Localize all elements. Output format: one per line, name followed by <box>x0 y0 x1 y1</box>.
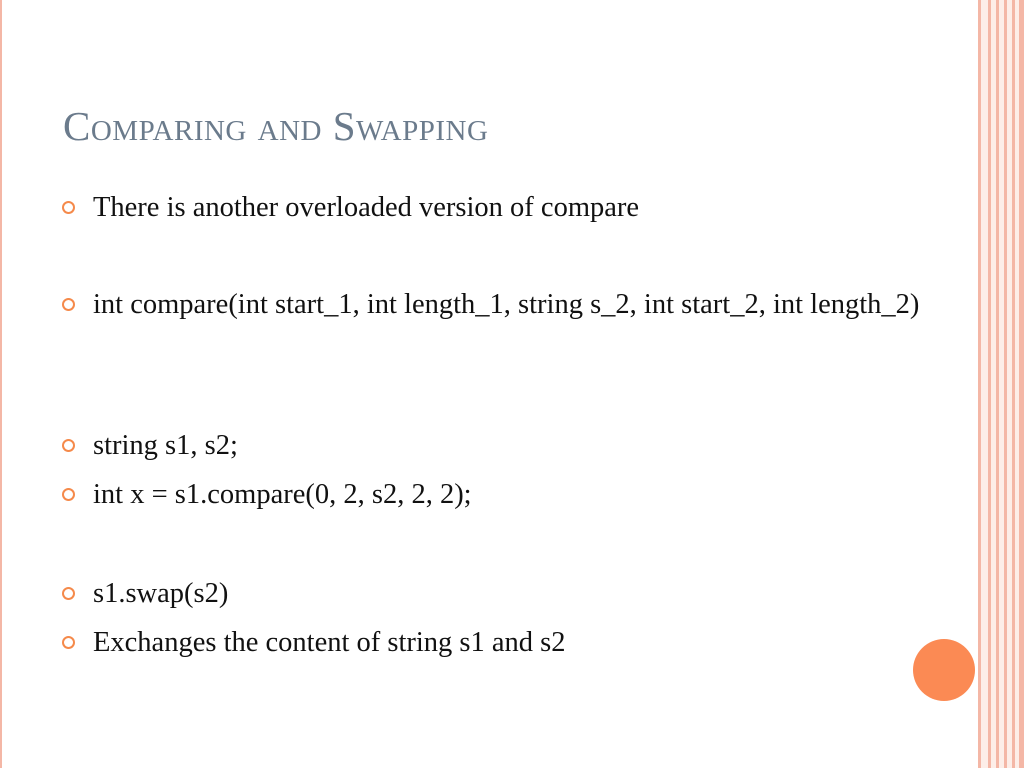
bullet-text: Exchanges the content of string s1 and s2 <box>93 627 566 658</box>
bullet-item <box>62 621 922 665</box>
bullet-item <box>62 424 922 468</box>
slide-title: Comparing and Swapping <box>63 103 489 149</box>
bullet-circle-icon <box>62 298 75 311</box>
bullet-circle-icon <box>62 587 75 600</box>
right-stripe <box>1019 0 1024 768</box>
bullet-item <box>62 473 922 517</box>
bullet-circle-icon <box>62 488 75 501</box>
right-stripe-background <box>978 0 1024 768</box>
bullet-circle-icon <box>62 201 75 214</box>
bullet-item <box>62 572 922 616</box>
bullet-item <box>62 186 922 230</box>
bullet-text: There is another overloaded version of compare <box>93 192 640 223</box>
bullet-text: int x = s1.compare(0, 2, s2, 2, 2); <box>93 479 472 510</box>
right-stripe <box>996 0 999 768</box>
left-border-line <box>0 0 2 768</box>
bullet-text: s1.swap(s2) <box>93 578 229 609</box>
right-stripe <box>988 0 991 768</box>
right-stripe <box>1012 0 1015 768</box>
bullet-circle-icon <box>62 439 75 452</box>
bullet-circle-icon <box>62 636 75 649</box>
bullet-text: string s1, s2; <box>93 430 238 461</box>
orange-circle-decoration <box>913 639 975 701</box>
bullet-text: int compare(int start_1, int length_1, string s_2, int start_2, int length_2) <box>93 289 920 320</box>
right-stripe <box>978 0 981 768</box>
right-stripe <box>1004 0 1007 768</box>
bullet-item <box>62 283 922 327</box>
